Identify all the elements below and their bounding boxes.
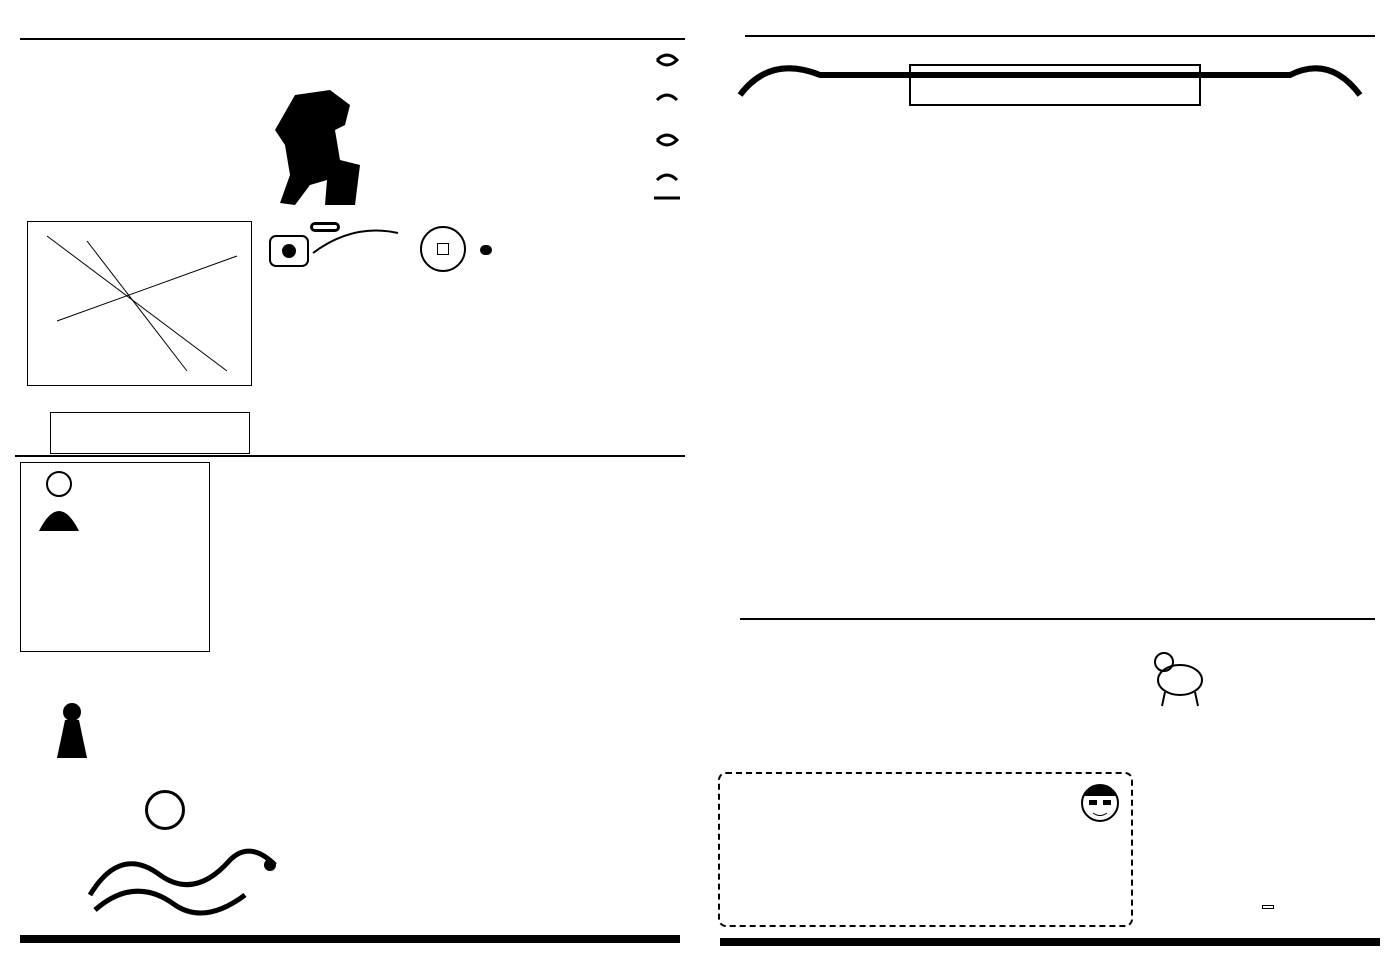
immortal-top-rule: [740, 618, 1375, 620]
dragon-icon: [85, 835, 285, 930]
dragon-title-char-1: [145, 790, 185, 830]
banner-scroll-icon: [730, 45, 1370, 110]
coin-icon: [420, 226, 466, 272]
dog-icon: [1150, 640, 1210, 710]
right-footer-bar: [720, 938, 1380, 946]
cartoon-face-icon: [1075, 778, 1125, 838]
riritong-title: [310, 222, 340, 232]
bear-silhouette-icon: [255, 85, 375, 210]
riddle-answer: [1262, 905, 1274, 909]
grid-diagonal-lines: [27, 221, 252, 386]
joke-box: [718, 772, 1133, 927]
poem-tag: [480, 245, 492, 255]
color-note-text: [50, 412, 250, 454]
scholar-figure-icon: [24, 466, 94, 536]
doors-intro-cont: [28, 540, 206, 608]
right-header-rule: [745, 35, 1375, 37]
left-footer-bar: [20, 935, 680, 943]
doors-table: [218, 457, 673, 657]
deity-figure-icon: [52, 700, 92, 760]
ornament-icon: [652, 50, 682, 205]
left-header-rule: [20, 38, 685, 40]
